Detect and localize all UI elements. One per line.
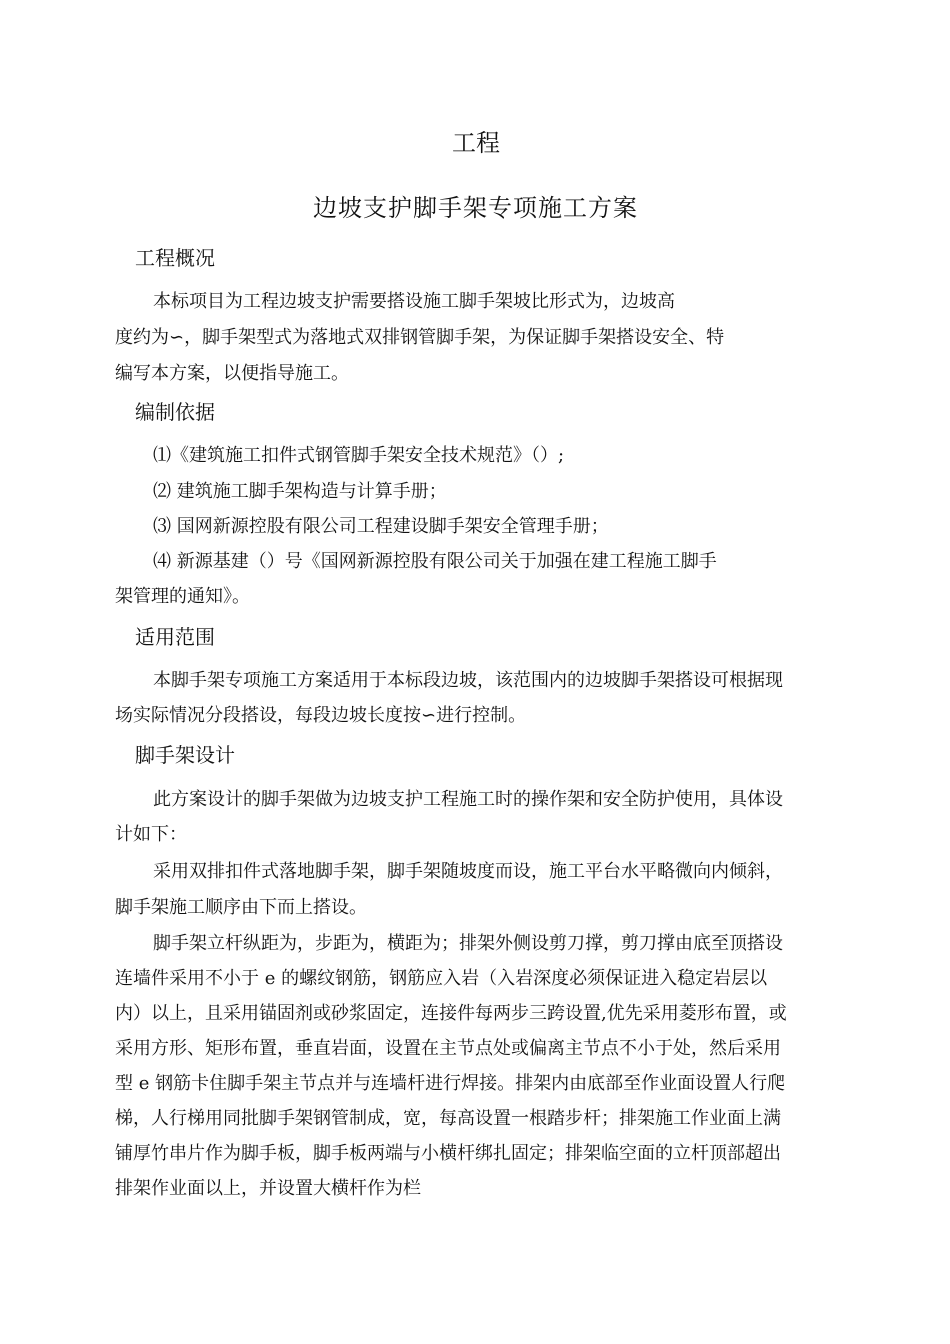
- list-item: ⑶ 国网新源控股有限公司工程建设脚手架安全管理手册；: [153, 516, 609, 537]
- list-item: ⑷ 新源基建（）号《国网新源控股有限公司关于加强在建工程施工脚手: [153, 551, 717, 572]
- paragraph-line: 采用方形、矩形布置，垂直岩面，设置在主节点处或偏离主节点不小于处，然后采用: [115, 1038, 781, 1059]
- section-heading-basis: 编制依据: [135, 400, 215, 424]
- list-item-continuation: 架管理的通知》。: [115, 586, 250, 607]
- document-title-line2: 边坡支护脚手架专项施工方案: [313, 194, 638, 222]
- paragraph-line: 脚手架立杆纵距为，步距为，横距为；排架外侧设剪刀撑，剪刀撑由底至顶搭设: [153, 933, 783, 954]
- paragraph-line: 连墙件采用不小于 e 的螺纹钢筋，钢筋应入岩（入岩深度必须保证进入稳定岩层以: [115, 968, 768, 989]
- paragraph-line: 梯，人行梯用同批脚手架钢管制成，宽，每高设置一根踏步杆；排架施工作业面上满: [115, 1108, 781, 1129]
- paragraph-line: 排架作业面以上，并设置大横杆作为栏: [115, 1178, 421, 1199]
- paragraph-line: 采用双排扣件式落地脚手架，脚手架随坡度而设，施工平台水平略微向内倾斜，: [153, 861, 783, 882]
- paragraph-line: 编写本方案，以便指导施工。: [115, 363, 349, 384]
- section-heading-overview: 工程概况: [135, 246, 215, 270]
- section-heading-design: 脚手架设计: [135, 743, 235, 767]
- paragraph-line: 铺厚竹串片作为脚手板，脚手板两端与小横杆绑扎固定；排架临空面的立杆顶部超出: [115, 1143, 781, 1164]
- list-item: ⑵ 建筑施工脚手架构造与计算手册；: [153, 481, 447, 502]
- paragraph-line: 场实际情况分段搭设，每段边坡长度按∽进行控制。: [115, 705, 527, 726]
- list-item: ⑴《建筑施工扣件式钢管脚手架安全技术规范》（）;: [153, 445, 565, 466]
- paragraph-line: 本标项目为工程边坡支护需要搭设施工脚手架坡比形式为，边坡高: [153, 291, 675, 312]
- paragraph-line: 内）以上，且采用锚固剂或砂浆固定，连接件每两步三跨设置,优先采用菱形布置，或: [115, 1003, 787, 1024]
- paragraph-line: 型 e 钢筋卡住脚手架主节点并与连墙杆进行焊接。排架内由底部至作业面设置人行爬: [115, 1073, 786, 1094]
- paragraph-line: 计如下：: [115, 824, 187, 845]
- paragraph-line: 此方案设计的脚手架做为边坡支护工程施工时的操作架和安全防护使用，具体设: [153, 789, 783, 810]
- paragraph-line: 本脚手架专项施工方案适用于本标段边坡，该范围内的边坡脚手架搭设可根据现: [153, 670, 783, 691]
- document-title-line1: 工程: [452, 129, 500, 157]
- paragraph-line: 脚手架施工顺序由下而上搭设。: [115, 897, 367, 918]
- section-heading-scope: 适用范围: [135, 625, 215, 649]
- paragraph-line: 度约为∽，脚手架型式为落地式双排钢管脚手架，为保证脚手架搭设安全、特: [115, 327, 725, 348]
